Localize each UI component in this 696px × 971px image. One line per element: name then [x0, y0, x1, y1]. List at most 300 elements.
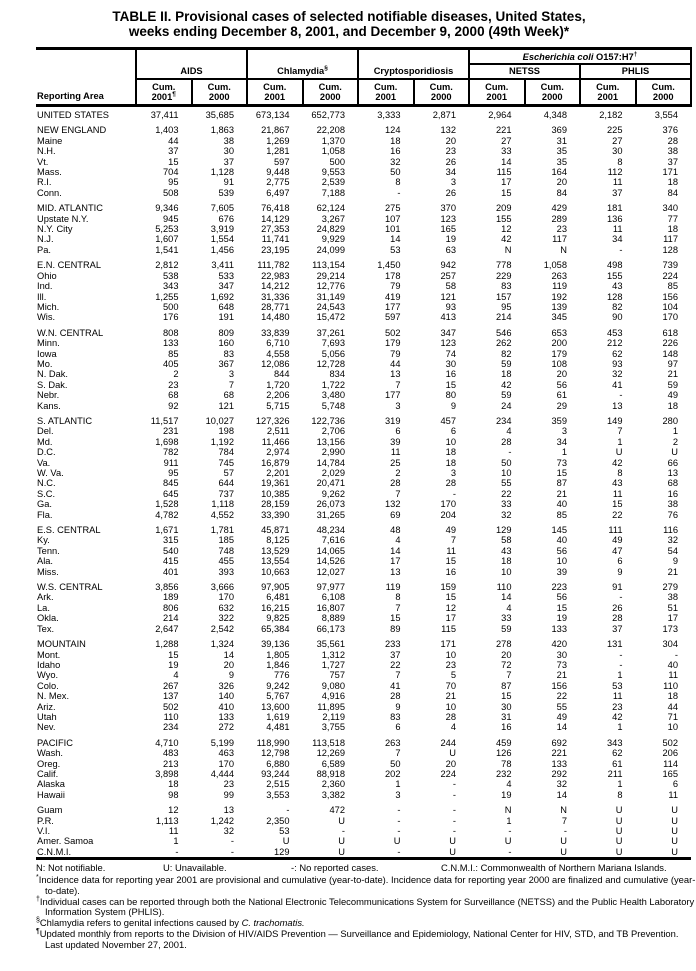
reporting-area-cell: W.N. CENTRAL — [37, 327, 104, 338]
value-cell: 77 — [667, 213, 678, 224]
value-cell: 49 — [612, 535, 623, 546]
value-cell: 1,058 — [321, 146, 345, 157]
value-cell: - — [452, 488, 456, 499]
value-cell: 784 — [218, 447, 234, 458]
table-row — [36, 349, 691, 359]
value-cell: U — [338, 815, 345, 826]
value-cell: 10 — [445, 649, 456, 660]
value-cell: 70 — [445, 680, 456, 691]
value-cell: 326 — [218, 680, 234, 691]
value-cell: 4,710 — [155, 737, 179, 748]
col-header-crypto-cum-2000: Cum. 2000 — [414, 79, 470, 106]
value-cell: 2,990 — [321, 447, 345, 458]
value-cell: 13,600 — [261, 701, 290, 712]
value-cell: 38 — [223, 135, 234, 146]
value-cell: 9,262 — [321, 488, 345, 499]
value-cell: 21 — [667, 566, 678, 577]
value-cell: 652,773 — [311, 110, 345, 120]
value-cell: N — [560, 805, 567, 816]
value-cell: 26 — [445, 187, 456, 198]
table-row — [36, 255, 691, 270]
value-cell: 806 — [162, 602, 179, 613]
value-cell: 37 — [223, 156, 234, 167]
value-cell: 4 — [506, 779, 512, 790]
value-cell: 644 — [218, 478, 234, 489]
value-cell: 31,336 — [261, 291, 290, 302]
value-cell: 2,511 — [266, 426, 290, 437]
value-cell: 119 — [385, 582, 401, 593]
value-cell: 49 — [556, 711, 567, 722]
value-cell: 128 — [606, 291, 623, 302]
value-cell: 1 — [617, 722, 623, 733]
value-cell: 367 — [218, 358, 234, 369]
value-cell: 62 — [612, 348, 623, 359]
value-cell: 27 — [612, 135, 623, 146]
value-cell: 38 — [667, 499, 678, 510]
col-header-chlamydia-cum-2001: Cum. 2001 — [247, 79, 303, 106]
value-cell: 5,767 — [266, 691, 290, 702]
value-cell: 834 — [329, 369, 345, 380]
value-cell: 185 — [218, 535, 234, 546]
value-cell: 171 — [662, 167, 678, 178]
value-cell: 34 — [612, 234, 623, 245]
value-cell: 37 — [667, 156, 678, 167]
value-cell: 12 — [445, 602, 456, 613]
value-cell: U — [338, 846, 345, 857]
value-cell: 9,553 — [321, 167, 345, 178]
value-cell: 115 — [441, 623, 456, 634]
legend-unavailable: U: Unavailable. — [163, 862, 227, 874]
value-cell: 92 — [168, 400, 179, 411]
value-cell: 35,561 — [316, 639, 345, 650]
value-cell: 88,918 — [316, 768, 345, 779]
value-cell: 121 — [218, 400, 234, 411]
value-cell: 53 — [390, 244, 401, 255]
value-cell: 782 — [162, 447, 179, 458]
reporting-area-cell: Minn. — [37, 338, 60, 349]
footnote-dagger — [36, 897, 696, 919]
value-cell: 343 — [606, 737, 623, 748]
value-cell: 3,267 — [321, 213, 345, 224]
value-cell: 6,589 — [321, 758, 345, 769]
value-cell: 129 — [495, 525, 512, 536]
value-cell: 20 — [445, 758, 456, 769]
legend-row — [36, 863, 696, 874]
reporting-area-cell: Ariz. — [37, 701, 56, 712]
table-row — [36, 302, 691, 312]
value-cell: 119 — [552, 281, 567, 292]
table-title-line1: TABLE II. Provisional cases of selected notifiable diseases, United States, — [112, 9, 586, 24]
value-cell: 28 — [612, 613, 623, 624]
value-cell: 429 — [551, 203, 567, 214]
table-row — [36, 224, 691, 234]
value-cell: 1,863 — [210, 125, 234, 136]
value-cell: - — [508, 826, 512, 836]
value-cell: 13 — [223, 805, 234, 816]
table-row — [36, 546, 691, 556]
value-cell: 6,880 — [266, 758, 290, 769]
value-cell: 28 — [445, 478, 456, 489]
value-cell: 50 — [390, 167, 401, 178]
value-cell: 1,554 — [210, 234, 234, 245]
value-cell: 455 — [218, 556, 234, 567]
value-cell: 546 — [495, 327, 512, 338]
reporting-area-cell: Alaska — [37, 779, 65, 790]
value-cell: U — [560, 836, 567, 847]
value-cell: 202 — [384, 768, 401, 779]
value-cell: 653 — [551, 327, 567, 338]
value-cell: 410 — [218, 701, 234, 712]
value-cell: 20 — [556, 369, 567, 380]
reporting-area-cell: Kans. — [37, 400, 61, 411]
value-cell: - — [397, 815, 401, 826]
value-cell: 22 — [556, 691, 567, 702]
value-cell: 7,188 — [321, 187, 345, 198]
table-row — [36, 120, 691, 135]
value-cell: 9,448 — [266, 167, 290, 178]
table-row — [36, 577, 691, 592]
value-cell: 11 — [446, 545, 456, 556]
value-cell: 2,119 — [322, 711, 345, 722]
value-cell: 11 — [612, 177, 623, 188]
value-cell: 62 — [612, 748, 623, 759]
value-cell: 472 — [329, 805, 345, 816]
value-cell: 33,390 — [261, 509, 290, 520]
value-cell: 9 — [395, 701, 401, 712]
value-cell: 263 — [551, 270, 567, 281]
value-cell: 59 — [501, 623, 512, 634]
value-cell: 2,182 — [599, 110, 623, 120]
value-cell: 3,755 — [321, 722, 345, 733]
value-cell: 10 — [445, 436, 456, 447]
value-cell: 17 — [501, 177, 512, 188]
value-cell: 1,312 — [321, 649, 345, 660]
value-cell: 405 — [162, 358, 179, 369]
value-cell: 97,905 — [261, 582, 290, 593]
value-cell: 3,480 — [321, 390, 345, 401]
value-cell: 58 — [501, 535, 512, 546]
header-group-row — [36, 49, 691, 65]
value-cell: 232 — [495, 768, 512, 779]
table-row — [36, 106, 691, 121]
value-cell: 10 — [667, 722, 678, 733]
value-cell: 5,748 — [321, 400, 345, 411]
value-cell: 279 — [662, 582, 678, 593]
value-cell: 221 — [495, 125, 512, 136]
value-cell: 263 — [384, 737, 401, 748]
table-row — [36, 312, 691, 322]
value-cell: 15 — [445, 592, 456, 603]
value-cell: 177 — [384, 301, 401, 312]
value-cell: 133 — [551, 758, 567, 769]
value-cell: 234 — [162, 722, 179, 733]
table-row — [36, 167, 691, 177]
value-cell: 160 — [218, 338, 234, 349]
value-cell: 34 — [445, 167, 456, 178]
table-row — [36, 603, 691, 613]
reporting-area-cell: N.Y. City — [37, 224, 73, 235]
table-row — [36, 447, 691, 457]
value-cell: U — [671, 846, 678, 857]
value-cell: 369 — [551, 125, 567, 136]
value-cell: 16 — [667, 488, 678, 499]
value-cell: 370 — [440, 203, 456, 214]
value-cell: 4,552 — [210, 509, 234, 520]
value-cell: 13 — [390, 369, 401, 380]
value-cell: 6,481 — [266, 592, 290, 603]
value-cell: 170 — [662, 312, 678, 323]
table-row — [36, 401, 691, 411]
value-cell: 15 — [168, 156, 179, 167]
ecoli-label-italic: Escherichia coli — [522, 52, 594, 62]
value-cell: 32 — [501, 509, 512, 520]
value-cell: 18 — [667, 224, 678, 235]
value-cell: 68 — [667, 478, 678, 489]
value-cell: 89 — [390, 623, 401, 634]
table-row — [36, 437, 691, 447]
value-cell: 18 — [667, 691, 678, 702]
value-cell: 9 — [450, 400, 456, 411]
reporting-area-cell: E.S. CENTRAL — [37, 525, 101, 536]
value-cell: 133 — [218, 711, 234, 722]
value-cell: 533 — [218, 270, 234, 281]
reporting-area-cell: NEW ENGLAND — [37, 125, 107, 136]
value-cell: 27 — [501, 135, 512, 146]
value-cell: 123 — [440, 213, 456, 224]
table-row — [36, 733, 691, 748]
value-cell: 127,326 — [255, 415, 290, 426]
value-cell: 212 — [606, 338, 623, 349]
value-cell: 53 — [279, 826, 290, 836]
value-cell: 3,333 — [377, 110, 401, 120]
value-cell: 9,346 — [155, 203, 179, 214]
value-cell: 229 — [495, 270, 512, 281]
value-cell: 15 — [390, 613, 401, 624]
value-cell: 2,201 — [266, 468, 290, 478]
table-row — [36, 556, 691, 566]
reporting-area-cell: MID. ATLANTIC — [37, 203, 103, 214]
value-cell: 118,990 — [256, 737, 290, 748]
footnote-dagger-text: Individual cases can be reported through both the National Electronic Telecommunications System for Surveillance (NETSS) and the Public Health Laboratory Information System (PHLIS). — [39, 895, 695, 918]
reporting-area-cell: N. Mex. — [37, 691, 70, 702]
chlamydia-label: Chlamydia — [277, 66, 325, 76]
reporting-area-cell: Mich. — [37, 301, 60, 312]
value-cell: 3,382 — [321, 789, 345, 800]
value-cell: 21 — [667, 369, 678, 380]
col-header-aids-cum-2000: Cum. 2000 — [192, 79, 248, 106]
value-cell: 21,867 — [261, 125, 290, 136]
value-cell: 74 — [445, 348, 456, 359]
value-cell: 8 — [395, 177, 401, 188]
table-row — [36, 458, 691, 468]
value-cell: 123 — [440, 338, 456, 349]
value-cell: 62,124 — [316, 203, 345, 214]
value-cell: 133 — [162, 338, 179, 349]
reporting-area-cell: D.C. — [37, 447, 56, 458]
table-row — [36, 702, 691, 712]
value-cell: U — [393, 836, 401, 847]
value-cell: 6 — [395, 426, 401, 437]
table-row — [36, 489, 691, 499]
reporting-area-cell: Del. — [37, 426, 54, 437]
value-cell: 39 — [390, 436, 401, 447]
value-cell: 35 — [556, 146, 567, 157]
value-cell: 82 — [612, 301, 623, 312]
value-cell: 37 — [612, 187, 623, 198]
reporting-area-cell: Oreg. — [37, 758, 61, 769]
value-cell: 41 — [390, 680, 401, 691]
legend-no-reported-cases: -: No reported cases. — [291, 862, 379, 874]
footnote-asterisk-text: Incidence data for reporting year 2001 are provisional and cumulative (year-to-date). Incidence data for reporting year 2000 are finalized and cumulative (year-to-date). — [38, 874, 696, 896]
value-cell: 18 — [445, 447, 456, 458]
value-cell: - — [397, 826, 401, 836]
table-row — [36, 369, 691, 379]
value-cell: 1,698 — [155, 436, 179, 447]
value-cell: 121 — [440, 291, 456, 302]
value-cell: 2,647 — [155, 623, 179, 634]
value-cell: U — [615, 815, 623, 826]
value-cell: 53 — [612, 680, 623, 691]
value-cell: 12,086 — [261, 358, 290, 369]
value-cell: 122,736 — [311, 415, 345, 426]
reporting-area-cell: Maine — [37, 135, 63, 146]
value-cell: 6 — [395, 722, 401, 733]
value-cell: 500 — [329, 156, 345, 167]
reporting-area-cell: Utah — [37, 711, 57, 722]
value-cell: 32 — [667, 535, 678, 546]
value-cell: 37 — [612, 623, 623, 634]
value-cell: 93 — [612, 358, 623, 369]
value-cell: 23 — [445, 659, 456, 670]
table-row — [36, 691, 691, 701]
value-cell: 40 — [556, 499, 567, 510]
reporting-area-cell: S. Dak. — [37, 379, 68, 390]
reporting-area-cell: Tex. — [37, 623, 55, 634]
value-cell: 4 — [506, 602, 512, 613]
value-cell: 4 — [450, 722, 456, 733]
value-cell: 15 — [501, 691, 512, 702]
value-cell: 340 — [662, 203, 678, 214]
value-cell: - — [175, 846, 179, 857]
value-cell: 83 — [501, 281, 512, 292]
value-cell: 315 — [162, 535, 179, 546]
value-cell: 87 — [556, 478, 567, 489]
footnote-section-text: Chlamydia refers to genital infections caused by — [39, 917, 242, 929]
value-cell: 173 — [662, 623, 678, 634]
value-cell: 945 — [162, 213, 179, 224]
table-row — [36, 759, 691, 769]
value-cell: 7 — [395, 748, 401, 759]
value-cell: 39,136 — [261, 639, 290, 650]
value-cell: 292 — [551, 768, 567, 779]
value-cell: 157 — [495, 291, 512, 302]
value-cell: 359 — [551, 415, 567, 426]
value-cell: 1,128 — [210, 167, 234, 178]
value-cell: 420 — [551, 639, 567, 650]
value-cell: 23 — [445, 146, 456, 157]
value-cell: 3 — [395, 789, 401, 800]
table-row — [36, 478, 691, 488]
reporting-area-cell: E.N. CENTRAL — [37, 260, 102, 271]
value-cell: 117 — [552, 234, 567, 245]
value-cell: 4,348 — [543, 110, 567, 120]
legend-not-notifiable: N: Not notifiable. — [36, 862, 106, 874]
value-cell: 413 — [440, 312, 456, 323]
value-cell: 4,558 — [266, 348, 290, 359]
value-cell: 1,255 — [155, 291, 179, 302]
reporting-area-cell: Calif. — [37, 768, 59, 779]
value-cell: 165 — [662, 768, 678, 779]
value-cell: 5,253 — [155, 224, 179, 235]
value-cell: 10 — [556, 556, 567, 567]
value-cell: 1,281 — [266, 146, 290, 157]
value-cell: 132 — [384, 499, 401, 510]
value-cell: 28,771 — [261, 301, 290, 312]
value-cell: 155 — [606, 270, 623, 281]
value-cell: - — [452, 779, 456, 790]
value-cell: 110 — [163, 711, 179, 722]
value-cell: 2,350 — [266, 815, 290, 826]
value-cell: 66 — [667, 457, 678, 468]
value-cell: 419 — [384, 291, 401, 302]
value-cell: 3,856 — [155, 582, 179, 593]
value-cell: U — [615, 846, 623, 857]
table-row — [36, 535, 691, 545]
value-cell: 126 — [495, 748, 512, 759]
value-cell: 343 — [162, 281, 179, 292]
table-row — [36, 660, 691, 670]
value-cell: 14 — [501, 592, 512, 603]
value-cell: 20 — [556, 177, 567, 188]
value-cell: 10 — [501, 468, 512, 478]
value-cell: 73 — [556, 457, 567, 468]
value-cell: 95 — [168, 177, 179, 188]
value-cell: 23,195 — [261, 244, 290, 255]
table-row — [36, 177, 691, 187]
value-cell: 19 — [445, 234, 456, 245]
value-cell: 132 — [440, 125, 456, 136]
value-cell: 11 — [612, 224, 623, 235]
value-cell: 82 — [501, 348, 512, 359]
value-cell: 673,134 — [255, 110, 290, 120]
value-cell: 3 — [450, 468, 456, 478]
value-cell: 17 — [667, 613, 678, 624]
value-cell: 540 — [162, 545, 179, 556]
value-cell: 139 — [551, 301, 567, 312]
value-cell: - — [452, 815, 456, 826]
value-cell: 32 — [556, 779, 567, 790]
value-cell: 117 — [663, 234, 678, 245]
table-row — [36, 323, 691, 338]
value-cell: 2,964 — [488, 110, 512, 120]
reporting-area-cell: Colo. — [37, 680, 59, 691]
value-cell: 3 — [395, 400, 401, 411]
value-cell: 22,208 — [316, 125, 345, 136]
value-cell: 1,456 — [210, 244, 234, 255]
value-cell: 7 — [228, 379, 234, 390]
value-cell: 112 — [607, 167, 623, 178]
value-cell: 9,825 — [266, 613, 290, 624]
value-cell: - — [508, 447, 512, 458]
value-cell: - — [397, 187, 401, 198]
value-cell: 1,722 — [321, 379, 345, 390]
value-cell: 85 — [556, 509, 567, 520]
value-cell: 12,027 — [316, 566, 345, 577]
value-cell: 376 — [662, 125, 678, 136]
value-cell: 15 — [501, 187, 512, 198]
value-cell: 26,073 — [316, 499, 345, 510]
value-cell: 14,065 — [316, 545, 345, 556]
